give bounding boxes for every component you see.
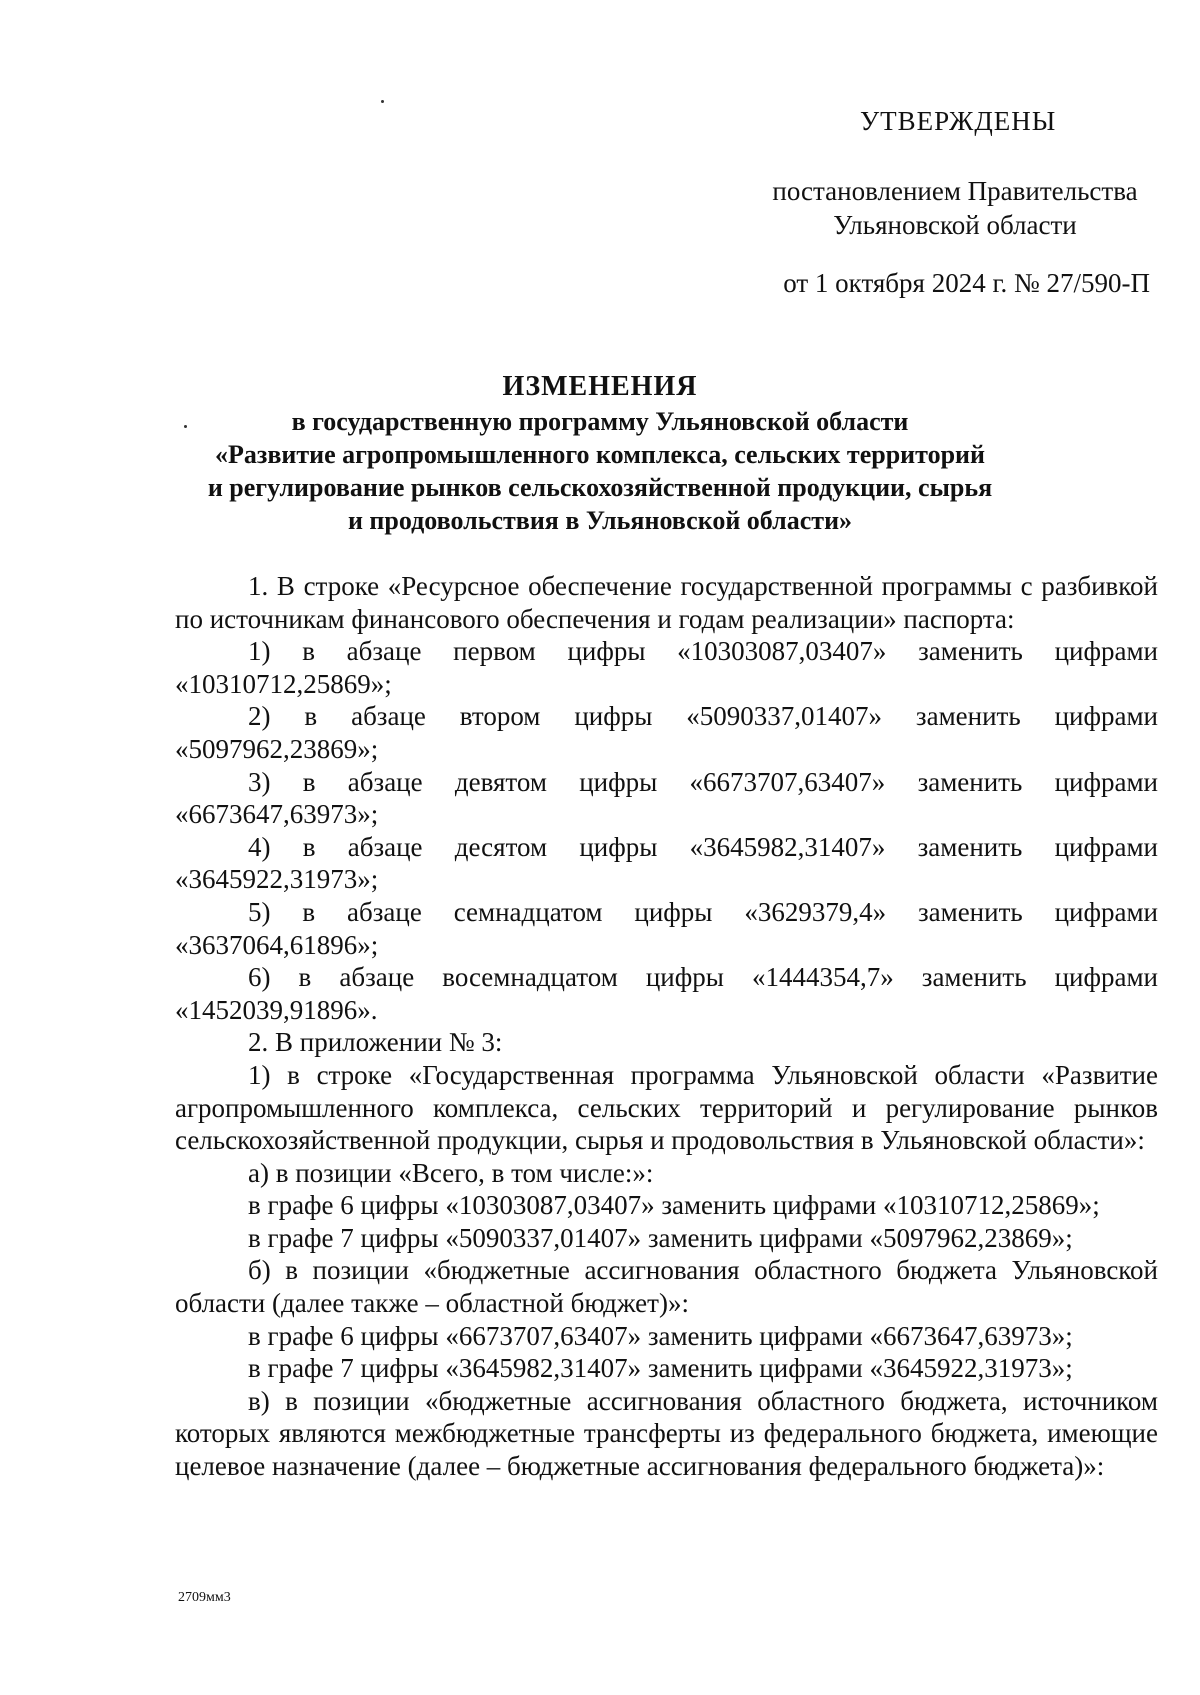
- paragraph-1-item-1: 1) в абзаце первом цифры «10303087,03407» заменить цифрами «10310712,25869»;: [175, 636, 1158, 699]
- title-line-2: «Развитие агропромышленного комплекса, сельских территорий: [214, 440, 985, 469]
- paragraph-2-item-1: 1) в строке «Государственная программа Ульяновской области «Развитие агропромышленного комплекса, сельских территорий и регулирование рынков сельскохозяйственной продукции, сырья и продовольствия в Ульяновской области»:: [175, 1059, 1158, 1156]
- paragraph-2-subitem-b-2: в графе 7 цифры «3645982,31407» заменить цифрами «3645922,31973»;: [248, 1353, 1073, 1384]
- paragraph-1-item-6: 6) в абзаце восемнадцатом цифры «1444354,7» заменить цифрами «1452039,91896».: [175, 962, 1158, 1025]
- decree-reference: [760, 174, 1150, 242]
- title-line-1: в государственную программу Ульяновской области: [291, 407, 909, 436]
- paragraph-2-subitem-a: а) в позиции «Всего, в том числе:»:: [248, 1157, 654, 1188]
- title-line-3: и регулирование рынков сельскохозяйственной продукции, сырья: [207, 473, 993, 502]
- document-body: [175, 570, 1158, 1483]
- decree-line-1: постановлением Правительства: [772, 176, 1138, 206]
- scan-speck: [381, 100, 384, 103]
- paragraph-2-subitem-b: б) в позиции «бюджетные ассигнования областного бюджета Ульяновской области (далее также – областной бюджет)»:: [175, 1255, 1158, 1319]
- paragraph-1-item-5: 5) в абзаце семнадцатом цифры «3629379,4» заменить цифрами «3637064,61896»;: [175, 896, 1158, 960]
- paragraph-2-subitem-b-1: в графе 6 цифры «6673707,63407» заменить цифрами «6673647,63973»;: [248, 1320, 1073, 1351]
- paragraph-2: 2. В приложении № 3:: [248, 1027, 503, 1058]
- title-line-4: и продовольствия в Ульяновской области»: [347, 506, 853, 535]
- paragraph-2-subitem-a-2: в графе 7 цифры «5090337,01407» заменить цифрами «5097962,23869»;: [248, 1222, 1073, 1253]
- paragraph-1-item-3: 3) в абзаце девятом цифры «6673707,63407» заменить цифрами «6673647,63973»;: [175, 766, 1158, 830]
- paragraph-1-item-4: 4) в абзаце десятом цифры «3645982,31407» заменить цифрами «3645922,31973»;: [175, 831, 1158, 895]
- paragraph-1-item-2: 2) в абзаце втором цифры «5090337,01407» заменить цифрами «5097962,23869»;: [175, 701, 1158, 764]
- title-heading: ИЗМЕНЕНИЯ: [502, 371, 698, 402]
- paragraph-2-subitem-a-1: в графе 6 цифры «10303087,03407» заменить цифрами «10310712,25869»;: [248, 1190, 1100, 1221]
- paragraph-2-subitem-c: в) в позиции «бюджетные ассигнования областного бюджета, источником которых являются межбюджетные трансферты из федерального бюджета, имеющие целевое назначение (далее – бюджетные ассигнования федерального бюджета)»:: [175, 1385, 1158, 1482]
- document-title: [150, 370, 1050, 537]
- decree-date: от 1 октября 2024 г. № 27/590-П: [783, 268, 1150, 298]
- document-code: 2709мм3: [178, 1590, 231, 1605]
- decree-line-2: Ульяновской области: [833, 210, 1077, 240]
- paragraph-1: 1. В строке «Ресурсное обеспечение государственной программы с разбивкой по источникам финансового обеспечения и годам реализации» паспорта:: [175, 571, 1158, 634]
- approval-stamp-title: УТВЕРЖДЕНЫ: [860, 106, 1057, 136]
